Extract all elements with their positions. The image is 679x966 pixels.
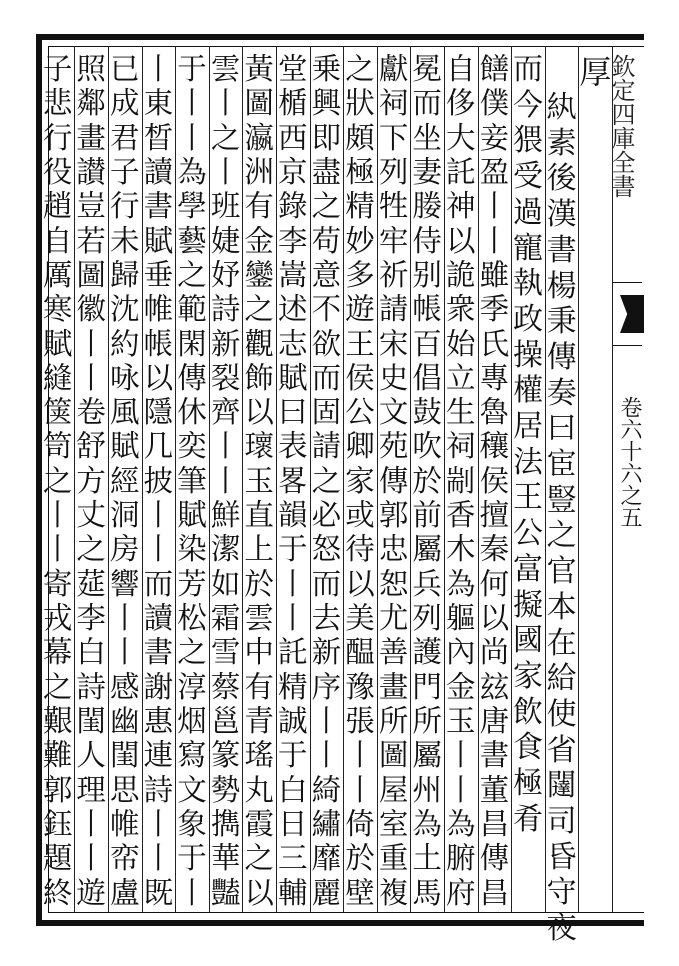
inner-top-rule [48, 46, 644, 47]
text-column: 丨 東 晳 讀 書 賦 垂 帷 帳 以 隱 几 披 丨 丨 而 讀 書 謝 惠 連 詩 丨 丨 既 [143, 52, 174, 910]
column-rule [410, 46, 411, 912]
column-rule [343, 46, 344, 912]
column-rule [310, 46, 311, 912]
text-column: 之 狀 頗 極 精 妙 多 遊 王 侯 公 卿 家 或 待 以 美 醖 豫 張 丨 丨 倚 於 壁 [345, 52, 375, 910]
text-column: 饍 僕 妾 盈 丨 丨 雖 季 氏 專 魯 穰 侯 擅 秦 何 以 尚 玆 唐 書 董 昌 傳 昌 [479, 52, 510, 910]
text-column: 而 今 猥 受 過 寵 執 政 操 權 居 法 王 公 富 擬 國 家 飲 食 極 肴 [512, 52, 543, 837]
text-column: 黃 圖 瀛 洲 有 金 鑾 之 觀 飾 以 瓌 玉 直 上 於 雲 中 有 青 瑤 丸 霞 之 以 [244, 52, 274, 910]
column-rule [209, 46, 210, 912]
margin-juan-label: 卷六十六之五 [617, 396, 642, 528]
text-column: 冕 而 坐 妻 媵 侍 别 帳 百 倡 鼔 吹 於 前 屬 兵 列 護 門 所 屬 州 為 土 馬 [412, 52, 442, 910]
column-rule [612, 46, 613, 912]
column-rule [377, 46, 378, 912]
text-column: 于 丨 丨 為 學 藝 之 範 閑 傳 休 奕 筆 賦 染 芳 松 之 淳 烟 寫 文 象 于 丨 [177, 52, 207, 910]
column-rule [242, 46, 243, 912]
text-column: 已 成 君 子 行 未 歸 沈 約 咏 風 賦 經 洞 房 響 丨 丨 感 幽 閨 思 帷 帟 盧 [110, 52, 140, 910]
column-rule [444, 46, 445, 912]
column-rule [142, 46, 143, 912]
text-column: 雲 丨 之 丨 班 婕 妤 詩 新 裂 齊 丨 丨 鮮 潔 如 霜 雪 蔡 邕 篆 勢 擕 華 豔 [210, 52, 241, 910]
text-column: 照 鄰 畫 讃 豈 若 圖 徽 丨 丨 卷 舒 方 丈 之 莚 李 白 詩 閨 人 理 丨 丨 遊 [76, 52, 106, 910]
text-column: 堂 楯 西 京 錄 李 嵩 述 志 賦 曰 表 畧 韻 于 丨 丨 託 精 誠 于 白 日 三 輔 [278, 52, 308, 910]
text-column: 厚 [579, 53, 612, 91]
column-rule [511, 46, 512, 912]
text-column: 獻 祠 下 列 牲 牢 祈 請 宋 史 文 苑 傳 郭 忠 恕 尤 善 畫 所 圖 屋 室 重 複 [378, 52, 409, 910]
text-column: 子 悲 行 役 趙 自 厲 寒 賦 縫 箧 笥 之 丨 丨 寄 戎 幕 之 艱 難 郭 鈺 題 終 [42, 52, 73, 910]
column-rule [276, 46, 277, 912]
margin-book-title: 欽定四庫全書 [607, 54, 635, 198]
text-column: 乗 興 即 盡 之 苟 意 不 欲 而 固 請 之 必 怒 而 去 新 序 丨 丨 綺 繡 靡 麗 [311, 52, 342, 910]
column-rule [478, 46, 479, 912]
column-rule [74, 46, 75, 912]
column-rule [175, 46, 176, 912]
column-rule [578, 46, 579, 912]
margin-rule [612, 345, 642, 346]
text-column: 自 侈 大 託 神 以 詭 衆 始 立 生 祠 剬 香 木 為 軀 內 金 玉 丨 丨 為 腑 府 [446, 52, 476, 910]
column-rule [108, 46, 109, 912]
column-rule [545, 46, 546, 912]
margin-rule [612, 282, 642, 283]
text-column: 紈 素 後 漢 書 楊 秉 傳 奏 曰 宦 豎 之 官 本 在 給 使 省 闥 司 昏 守 夜 [546, 90, 577, 947]
